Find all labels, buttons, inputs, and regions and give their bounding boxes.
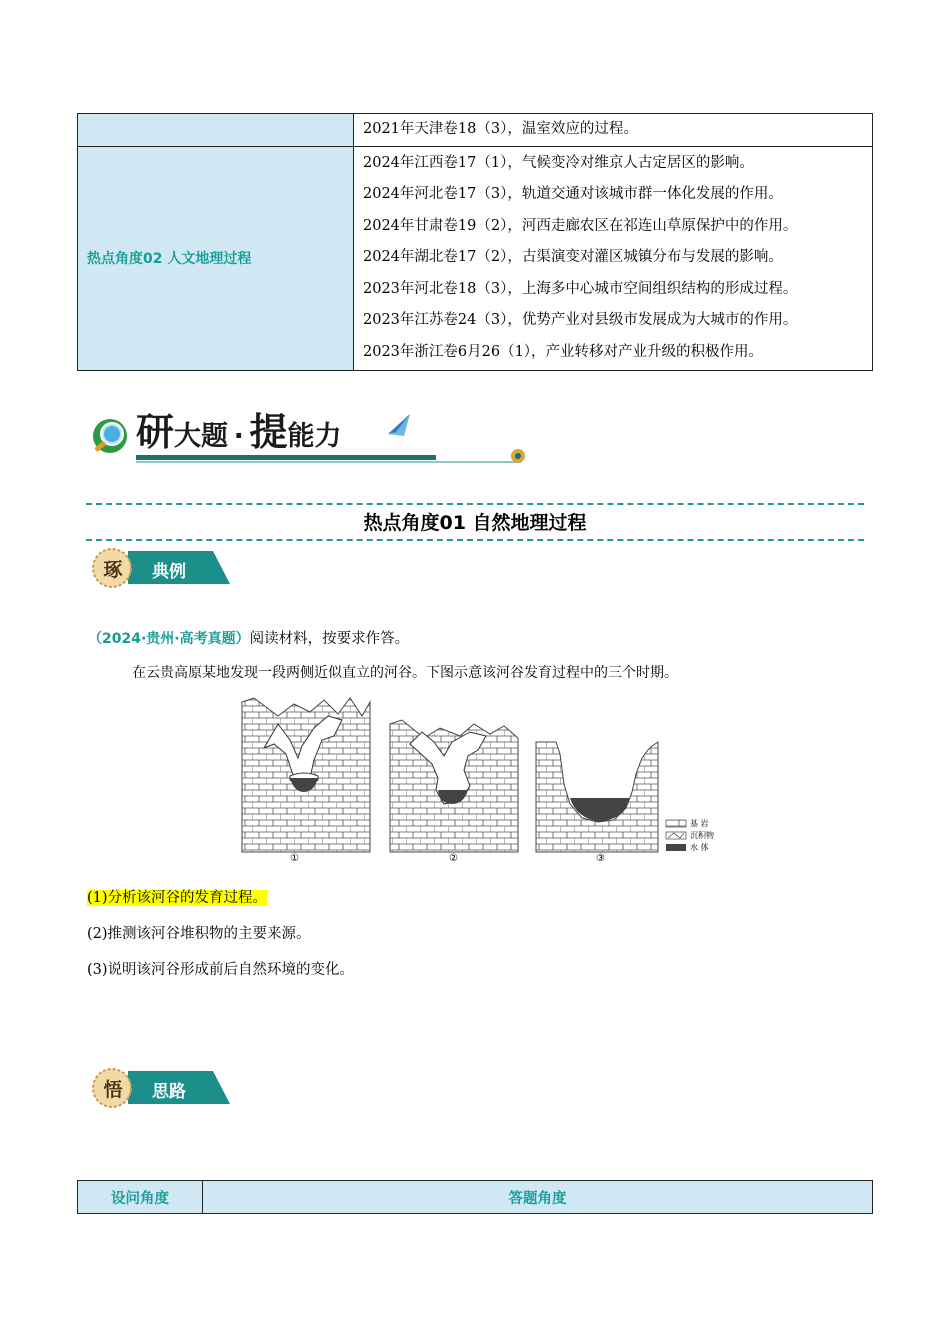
table-header-row (78, 1181, 873, 1214)
reference-line: 2023年浙江卷6月26（1），产业转移对产业升级的积极作用。 (363, 343, 764, 360)
figure-label-1: ① (290, 853, 299, 864)
question-item-1 (87, 886, 267, 907)
question-material: 在云贵高原某地发现一段两侧近似直立的河谷。下图示意该河谷发育过程中的三个时期。 (132, 665, 678, 681)
section-divider-bottom (86, 539, 864, 541)
reference-line: 2024年江西卷17（1），气候变冷对维京人古定居区的影响。 (363, 154, 754, 171)
question-instruction: 阅读材料，按要求作答。 (249, 631, 410, 647)
reference-line: 2024年甘肃卷19（2），河西走廊农区在祁连山草原保护中的作用。 (363, 217, 798, 234)
table-row (78, 146, 873, 371)
banner-title (136, 401, 341, 456)
answer-angle-table (77, 1180, 873, 1214)
question-item-text: (1)分析该河谷的发育过程。 (87, 890, 268, 906)
banner-char-study: 研 (136, 410, 175, 454)
angle-cell (78, 114, 354, 147)
exam-reference-table (77, 113, 873, 371)
question-item-2: (2)推测该河谷堆积物的主要来源。 (87, 926, 311, 942)
example-label: 典例 (152, 562, 186, 582)
question-header (88, 627, 409, 648)
reference-line: 2023年河北卷18（3），上海多中心城市空间组织结构的形成过程。 (363, 280, 798, 297)
question-source: （2024·贵州·高考真题） (88, 631, 250, 647)
figure-label-3: ③ (596, 853, 605, 864)
paper-plane-icon (388, 414, 410, 436)
legend-bedrock: 基 岩 (690, 819, 709, 828)
example-badge: 琢 (103, 559, 123, 581)
figure-legend (666, 820, 686, 851)
legend-water: 水 体 (690, 843, 709, 852)
header-question-angle: 设问角度 (78, 1181, 203, 1214)
thinking-label: 思路 (152, 1082, 186, 1102)
reference-line: 2024年湖北卷17（2），古渠演变对灌区城镇分布与发展的影响。 (363, 249, 783, 265)
valley-stage-3 (536, 742, 658, 852)
reference-cell (354, 146, 873, 371)
reference-line: 2021年天津卷18（3），温室效应的过程。 (363, 121, 638, 137)
figure-label-2: ② (449, 853, 458, 864)
section-divider-top (86, 503, 864, 505)
angle-cell: 热点角度02 人文地理过程 (78, 146, 354, 371)
thinking-badge: 悟 (103, 1079, 123, 1101)
header-answer-angle: 答题角度 (203, 1181, 873, 1214)
banner-text-ability: 能力 (287, 421, 342, 452)
section-title: 热点角度01 自然地理过程 (363, 512, 587, 534)
legend-labels (690, 818, 714, 854)
reference-cell (354, 114, 873, 147)
banner-dot: · (233, 421, 244, 452)
reference-line: 2024年河北卷17（3），轨道交通对该城市群一体化发展的作用。 (363, 186, 783, 202)
reference-line: 2023年江苏卷24（3），优势产业对县级市发展成为大城市的作用。 (363, 312, 798, 328)
banner-char-raise: 提 (249, 410, 288, 454)
valley-stage-1 (242, 698, 370, 852)
legend-sediment: 沉积物 (690, 831, 714, 840)
question-item-3: (3)说明该河谷形成前后自然环境的变化。 (87, 962, 355, 978)
valley-figure (238, 694, 718, 866)
magnifier-icon (93, 419, 127, 453)
valley-stage-2 (390, 720, 518, 852)
table-row (78, 114, 873, 147)
banner-text-major: 大题 (174, 421, 229, 452)
